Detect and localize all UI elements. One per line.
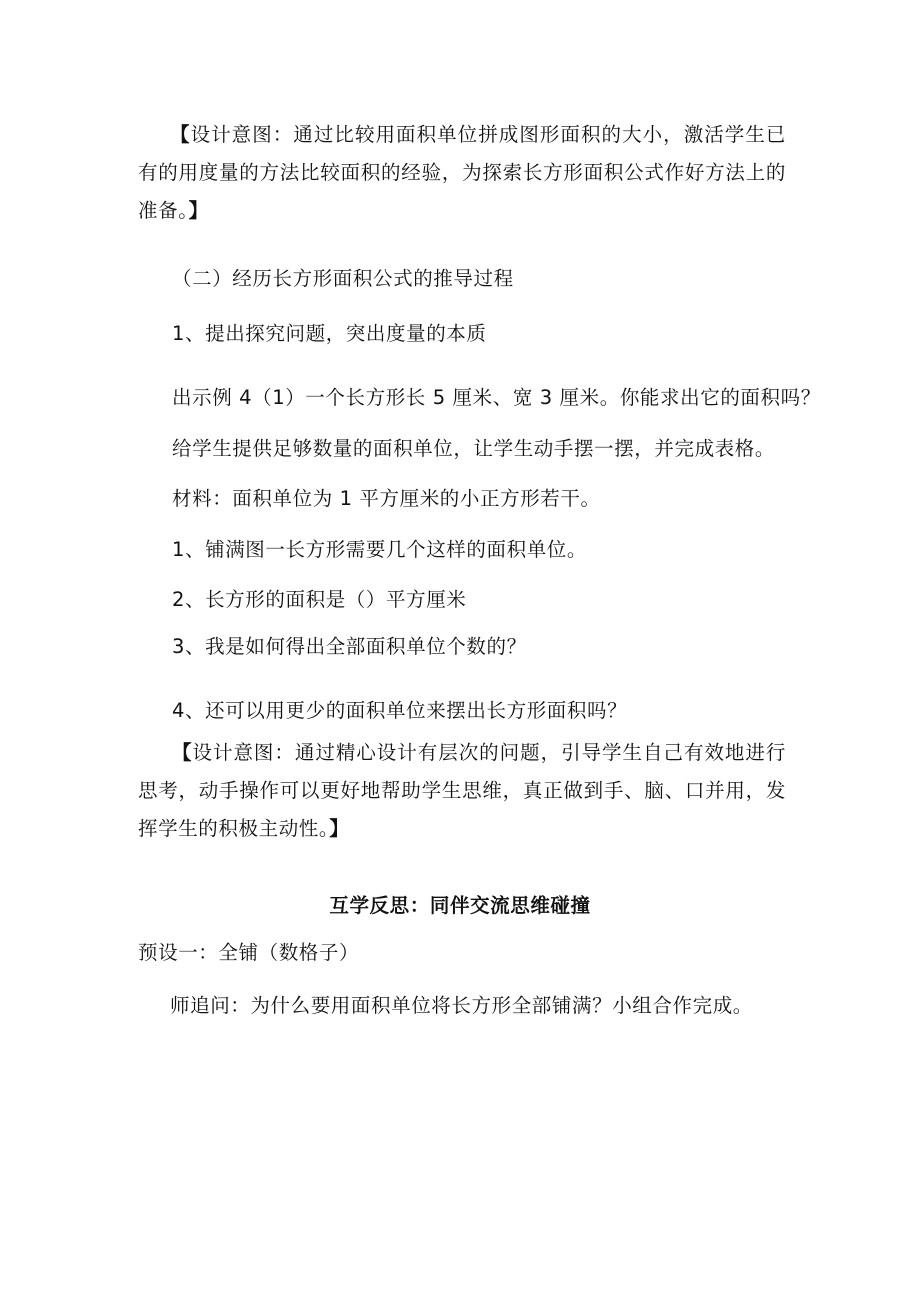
design-intent-text-2: 设计意图：通过精心设计有层次的问题，引导学生自己有效地进行思考，动手操作可以更好地帮助学生思维，真正做到手、脑、口并用，发挥学生的积极主动性。 <box>138 741 786 840</box>
close-bracket: 】 <box>188 199 209 222</box>
question-2: 2、长方形的面积是（）平方厘米 <box>172 588 467 611</box>
design-intent-paragraph-1 <box>138 116 786 230</box>
step-1-title: 1、提出探究问题，突出度量的本质 <box>172 322 487 345</box>
mutual-learning-heading: 互学反思：同伴交流思维碰撞 <box>329 894 591 917</box>
preset-1: 预设一：全铺（数格子） <box>138 941 360 964</box>
close-bracket: 】 <box>329 817 350 840</box>
design-intent-paragraph-2 <box>138 734 786 848</box>
material-text: 材料：面积单位为 1 平方厘米的小正方形若干。 <box>172 487 601 510</box>
question-4: 4、还可以用更少的面积单位来摆出长方形面积吗？ <box>172 699 628 722</box>
example-text: 出示例 4（1）一个长方形长 5 厘米、宽 3 厘米。你能求出它的面积吗？ <box>172 386 821 409</box>
teacher-question: 师追问：为什么要用面积单位将长方形全部铺满？小组合作完成。 <box>170 994 753 1017</box>
question-3: 3、我是如何得出全部面积单位个数的？ <box>172 635 527 658</box>
design-intent-text-1: 设计意图：通过比较用面积单位拼成图形面积的大小，激活学生已有的用度量的方法比较面积的经验，为探索长方形面积公式作好方法上的准备。 <box>138 123 786 222</box>
question-1: 1、铺满图一长方形需要几个这样的面积单位。 <box>172 538 588 561</box>
section-2-title: （二）经历长方形面积公式的推导过程 <box>172 267 514 290</box>
open-bracket: 【 <box>172 741 193 764</box>
provide-text: 给学生提供足够数量的面积单位，让学生动手摆一摆，并完成表格。 <box>172 437 776 460</box>
open-bracket: 【 <box>170 123 191 146</box>
